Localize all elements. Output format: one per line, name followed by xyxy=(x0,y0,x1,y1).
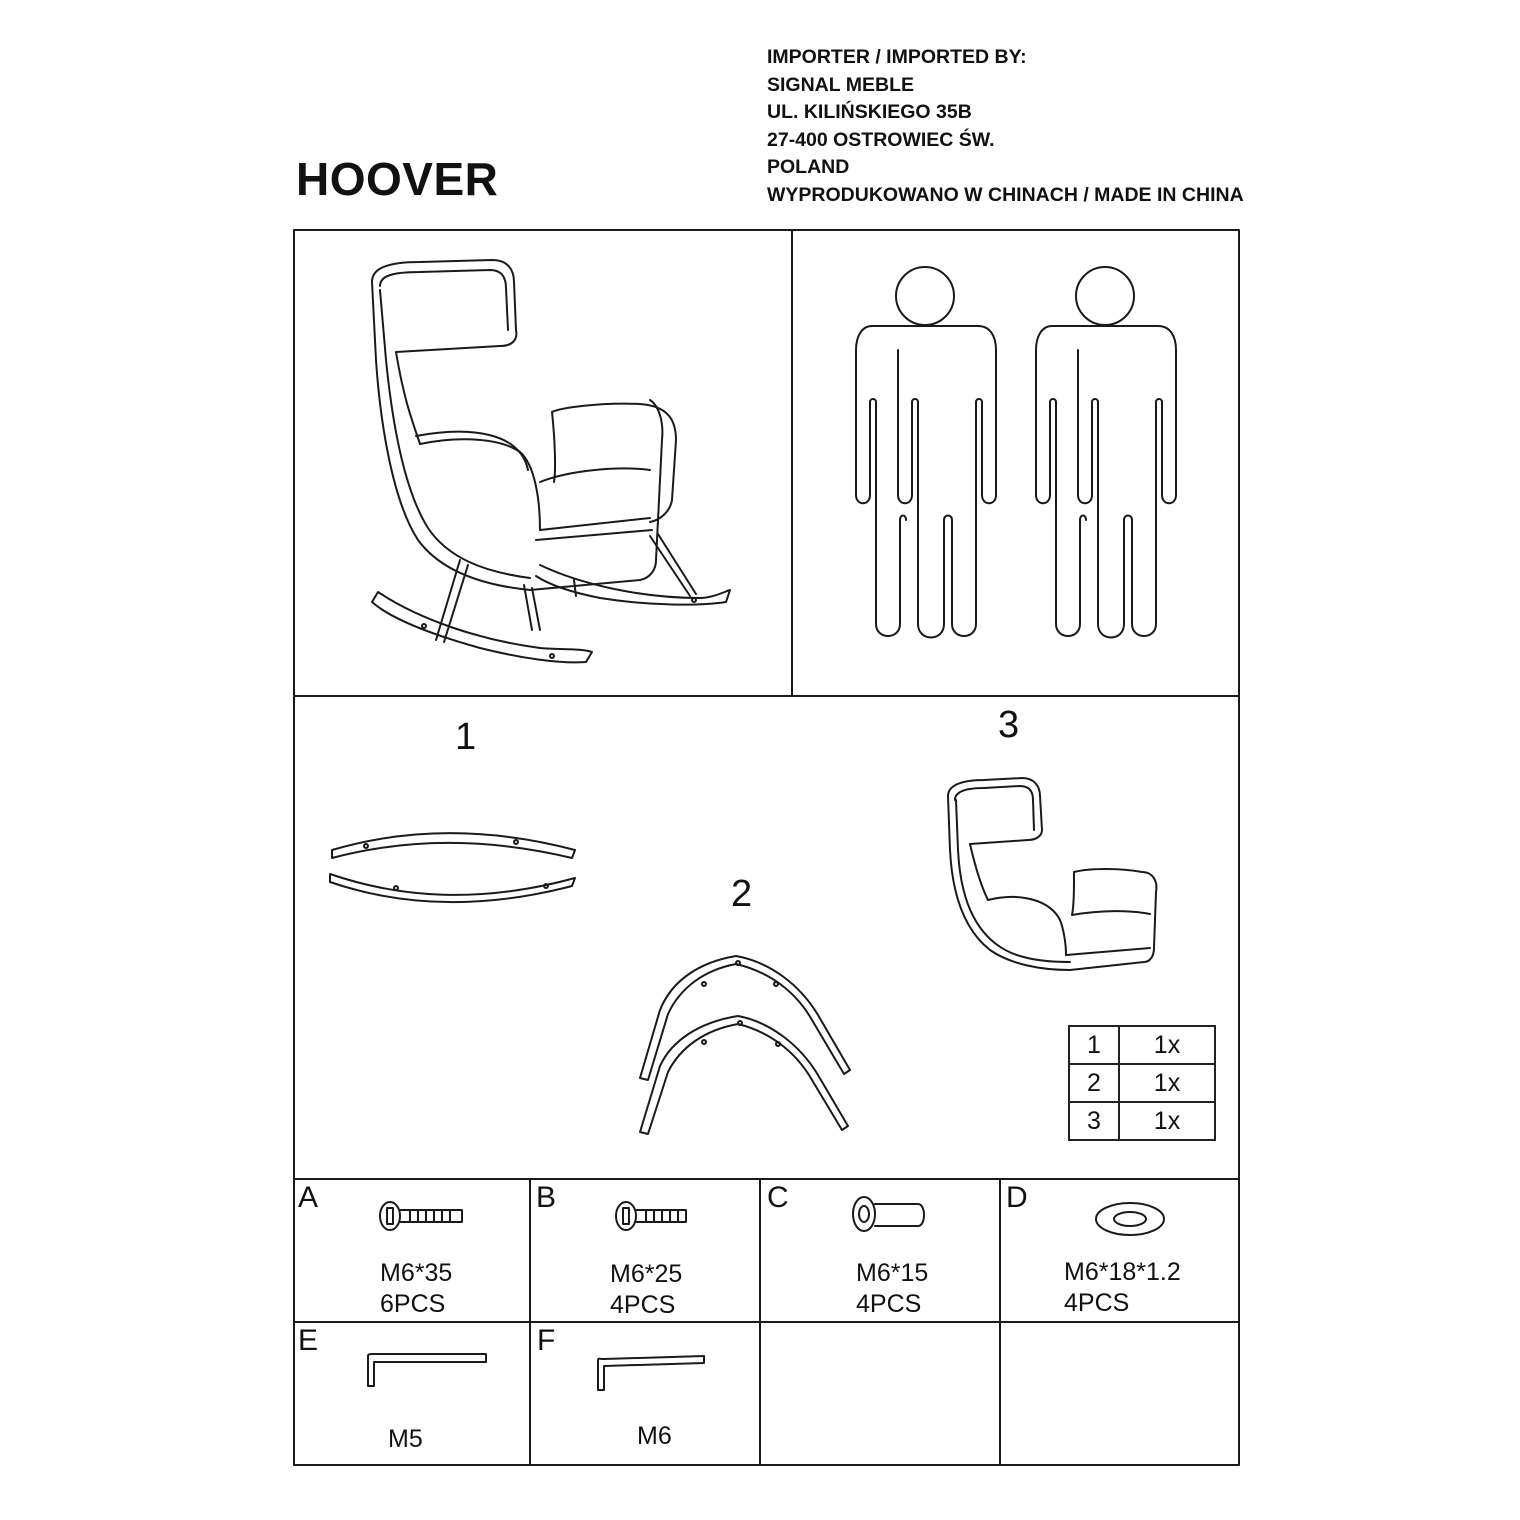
allen-key-icon-f xyxy=(598,1356,704,1390)
hardware-letter-d: D xyxy=(1006,1181,1028,1214)
product-title: HOOVER xyxy=(296,153,499,205)
hardware-size: M6*15 xyxy=(856,1259,929,1287)
hardware-spec-d xyxy=(1064,1257,1181,1319)
hardware-size: M5 xyxy=(388,1425,423,1453)
importer-line: SIGNAL MEBLE xyxy=(767,73,914,96)
hardware-letter-e: E xyxy=(298,1324,319,1357)
hardware-spec-c xyxy=(856,1258,928,1320)
bolt-icon-a xyxy=(380,1202,462,1230)
hardware-letter-b: B xyxy=(536,1181,557,1214)
hardware-spec-a xyxy=(380,1258,452,1320)
importer-line: POLAND xyxy=(767,156,850,178)
part-qty-cell: 1x xyxy=(1119,1064,1215,1102)
part-3-seat-illustration xyxy=(948,778,1156,970)
hardware-letter-c: C xyxy=(767,1181,789,1214)
hardware-letter-a: A xyxy=(298,1181,319,1214)
part-2-legs-illustration xyxy=(640,956,850,1134)
hardware-count: 6PCS xyxy=(380,1290,446,1318)
two-person-assembly-icon xyxy=(856,267,1176,638)
importer-line: UL. KILIŃSKIEGO 35B xyxy=(767,101,972,123)
hardware-spec-f xyxy=(637,1421,672,1452)
importer-line: 27-400 OSTROWIEC ŚW. xyxy=(767,128,995,151)
hardware-spec-e xyxy=(388,1424,423,1455)
part-2-label: 2 xyxy=(731,873,753,915)
part-qty-cell: 1x xyxy=(1119,1102,1215,1140)
hardware-count: 4PCS xyxy=(610,1291,676,1319)
washer-icon-d xyxy=(1096,1203,1164,1235)
allen-key-icon-e xyxy=(368,1354,486,1386)
importer-line: IMPORTER / IMPORTED BY: xyxy=(767,46,1027,68)
part-3-label: 3 xyxy=(998,704,1020,746)
part-number-cell: 2 xyxy=(1069,1064,1119,1102)
hardware-size: M6*18*1.2 xyxy=(1064,1258,1181,1286)
part-1-rockers-illustration xyxy=(330,833,575,902)
hardware-letter-f: F xyxy=(537,1324,556,1357)
part-1-label: 1 xyxy=(455,716,477,758)
part-number-cell: 3 xyxy=(1069,1102,1119,1140)
table-row xyxy=(1069,1064,1215,1102)
barrel-nut-icon-c xyxy=(853,1197,924,1231)
hardware-size: M6*35 xyxy=(380,1259,453,1287)
table-row xyxy=(1069,1026,1215,1064)
bolt-icon-b xyxy=(616,1202,686,1230)
hardware-count: 4PCS xyxy=(1064,1289,1130,1317)
rocking-chair-illustration xyxy=(372,260,730,662)
table-row xyxy=(1069,1102,1215,1140)
hardware-spec-b xyxy=(610,1259,682,1321)
parts-quantity-table xyxy=(1068,1025,1216,1141)
hardware-size: M6*25 xyxy=(610,1260,683,1288)
part-qty-cell: 1x xyxy=(1119,1026,1215,1064)
hardware-size: M6 xyxy=(637,1422,672,1450)
importer-line: WYPRODUKOWANO W CHINACH / MADE IN CHINA xyxy=(767,183,1244,206)
hardware-count: 4PCS xyxy=(856,1290,922,1318)
part-number-cell: 1 xyxy=(1069,1026,1119,1064)
